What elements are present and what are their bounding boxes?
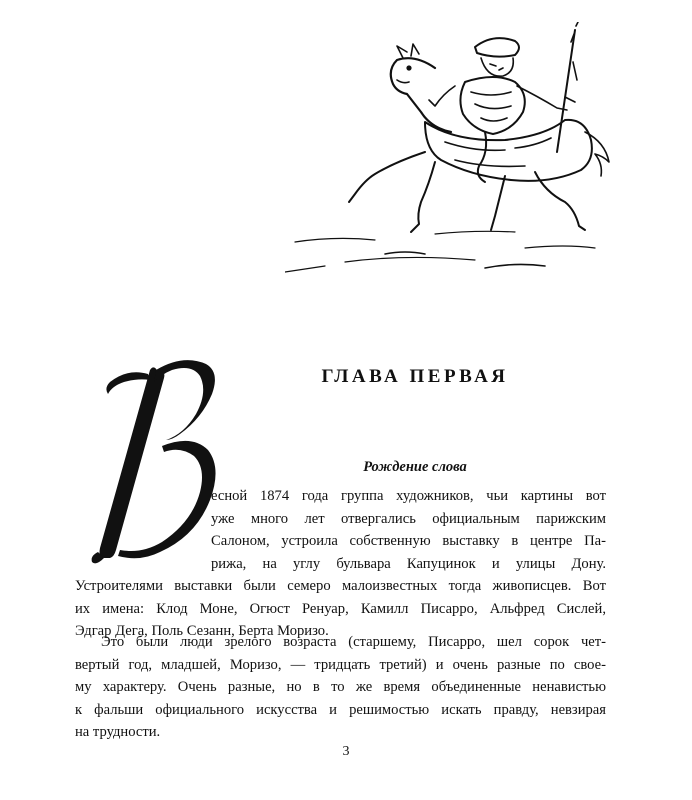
text-line: рижа, на углу бульвара Капуцинок и улицы Дону.	[211, 555, 606, 572]
paragraph-2	[75, 631, 606, 744]
text-line: му характеру. Очень разные, но в то же время объединенные ненавистью	[75, 679, 606, 696]
text-line: Устроителями выставки были семеро малоизвестных тогда живописцев. Вот	[75, 578, 606, 594]
text-line: на трудности.	[75, 724, 161, 741]
paragraph-1-indented	[211, 485, 606, 575]
text-line: есной 1874 года группа художников, чьи картины вот	[211, 488, 606, 504]
horseman-illustration	[285, 22, 615, 277]
drop-cap-letter	[88, 352, 228, 572]
text-line: уже много лет отвергались официальным парижским	[211, 510, 606, 527]
text-line: Салоном, устроила собственную выставку в центре Па-	[211, 533, 606, 550]
text-line: к фальши официального искусства и решимостью искать правду, невзирая	[75, 701, 606, 718]
chapter-subtitle: Рождение слова	[363, 459, 467, 475]
page-number: 3	[342, 744, 350, 759]
text-line: Эдгар Дега, Поль Сезанн, Берта Моризо.	[75, 623, 329, 640]
text-line: Это были люди зрелого возраста (старшему, Писарро, шел сорок чет-	[101, 634, 606, 650]
text-line: их имена: Клод Моне, Огюст Ренуар, Камилл Писарро, Альфред Сислей,	[75, 600, 606, 617]
text-line: вертый год, младшей, Моризо, — тридцать третий) и очень разные по свое-	[75, 656, 606, 673]
chapter-title: ГЛАВА ПЕРВАЯ	[321, 366, 509, 387]
